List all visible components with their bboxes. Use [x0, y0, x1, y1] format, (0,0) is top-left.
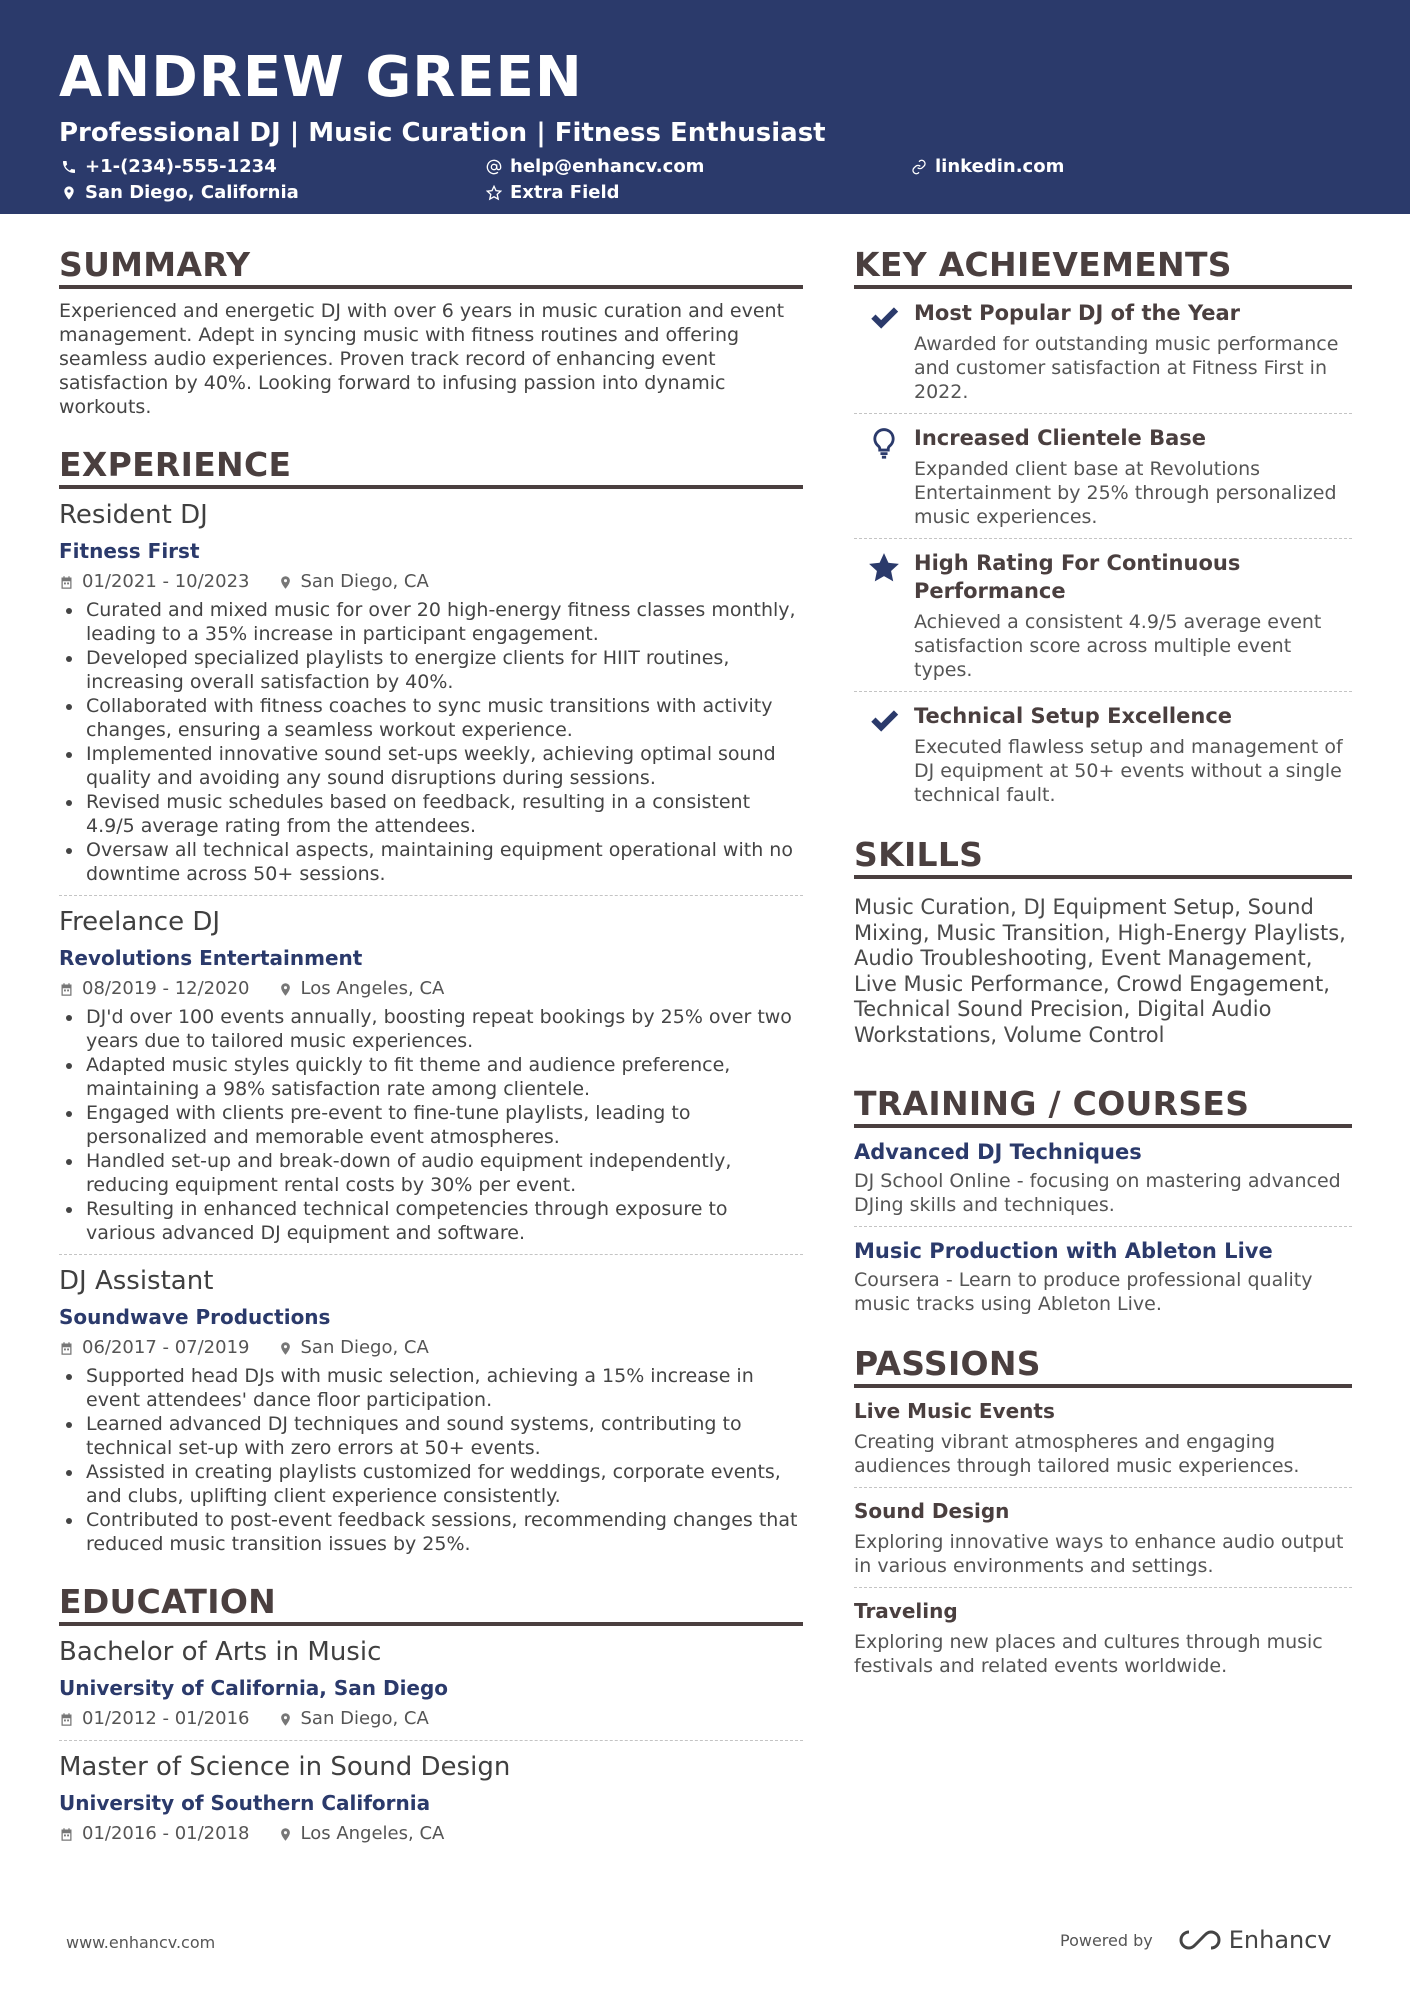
- degree-title: Master of Science in Sound Design: [59, 1752, 511, 1782]
- calendar-icon: [59, 1712, 74, 1727]
- divider: [854, 1487, 1352, 1488]
- bullet-item: Adapted music styles quickly to fit theme and audience preference, maintaining a 98% satisfaction rate among clientele.: [59, 1053, 803, 1101]
- job-location: San Diego, CA: [300, 1337, 429, 1358]
- linkedin-text: linkedin.com: [935, 156, 1065, 177]
- left-column: [59, 245, 803, 1846]
- summary-heading: SUMMARY: [59, 245, 803, 289]
- achievement-title: Technical Setup Excellence: [914, 704, 1233, 728]
- job-bullets: [59, 1005, 803, 1245]
- divider: [59, 1254, 803, 1255]
- location-pin-icon: [278, 982, 293, 997]
- phone-icon: [61, 159, 77, 175]
- location-text: San Diego, California: [85, 182, 299, 203]
- contact-phone[interactable]: [61, 156, 277, 177]
- education-entry: [59, 1751, 803, 1846]
- powered-by-text: Powered by: [1060, 1930, 1153, 1950]
- bullet-item: Resulting in enhanced technical competencies through exposure to various advanced DJ equipment and software.: [59, 1197, 803, 1245]
- skills-heading: SKILLS: [854, 835, 1352, 879]
- achievement-desc: Achieved a consistent 4.9/5 average event satisfaction score across multiple event types.: [914, 611, 1322, 681]
- course-desc: DJ School Online - focusing on mastering advanced DJing skills and techniques.: [854, 1170, 1341, 1216]
- footer-branding: [1060, 1926, 1332, 1954]
- course-title: Music Production with Ableton Live: [854, 1239, 1273, 1263]
- contact-info: [59, 156, 1410, 216]
- divider: [59, 895, 803, 896]
- skills-text: Music Curation, DJ Equipment Setup, Sound Mixing, Music Transition, High-Energy Playlists, Audio Troubleshooting, Event Management, Live Music Performance, Crowd Engagement, Technical Sound Precision, Digital Audio Workstations, Volume Control: [854, 895, 1346, 1047]
- passion-desc: Exploring innovative ways to enhance audio output in various environments and settings.: [854, 1531, 1344, 1577]
- job-dates: 06/2017 - 07/2019: [82, 1337, 250, 1358]
- extra-text: Extra Field: [510, 182, 620, 203]
- divider: [854, 413, 1352, 414]
- candidate-tagline: Professional DJ | Music Curation | Fitness Enthusiast: [59, 118, 826, 148]
- school-name: University of Southern California: [59, 1791, 431, 1815]
- contact-location: [61, 182, 299, 203]
- achievement-title: Increased Clientele Base: [914, 426, 1207, 450]
- achievement-desc: Awarded for outstanding music performance and customer satisfaction at Fitness First in 2022.: [914, 333, 1339, 403]
- training-heading: TRAINING / COURSES: [854, 1084, 1352, 1128]
- divider: [854, 691, 1352, 692]
- achievement-desc: Expanded client base at Revolutions Entertainment by 25% through personalized music experiences.: [914, 458, 1337, 528]
- education-location: Los Angeles, CA: [300, 1823, 445, 1844]
- bullet-item: Oversaw all technical aspects, maintaining equipment operational with no downtime across 50+ sessions.: [59, 838, 803, 886]
- candidate-name: ANDREW GREEN: [59, 45, 583, 110]
- passions-heading: PASSIONS: [854, 1344, 1352, 1388]
- job-dates: 01/2021 - 10/2023: [82, 571, 250, 592]
- education-dates: 01/2012 - 01/2016: [82, 1708, 250, 1729]
- calendar-icon: [59, 1341, 74, 1356]
- location-pin-icon: [278, 1712, 293, 1727]
- location-pin-icon: [278, 1827, 293, 1842]
- experience-entry: [59, 499, 803, 886]
- contact-linkedin[interactable]: [911, 156, 1064, 177]
- achievement-title: High Rating For Continuous Performance: [914, 551, 1241, 603]
- job-meta: [59, 977, 803, 1001]
- star-outline-icon: [486, 185, 502, 201]
- passion-item: [854, 1498, 1352, 1578]
- achievement-item: [854, 299, 1352, 404]
- right-column: [854, 245, 1352, 1678]
- school-name: University of California, San Diego: [59, 1676, 449, 1700]
- bullet-item: Developed specialized playlists to energize clients for HIIT routines, increasing overall satisfaction by 40%.: [59, 646, 803, 694]
- job-location: San Diego, CA: [300, 571, 429, 592]
- job-bullets: [59, 598, 803, 886]
- experience-entry: [59, 906, 803, 1245]
- brand-name: Enhancv: [1228, 1926, 1332, 1954]
- education-location: San Diego, CA: [300, 1708, 429, 1729]
- education-meta: [59, 1707, 803, 1731]
- achievement-item: [854, 702, 1352, 807]
- passion-item: [854, 1598, 1352, 1678]
- achievements-heading: KEY ACHIEVEMENTS: [854, 245, 1352, 289]
- job-location: Los Angeles, CA: [300, 978, 445, 999]
- divider: [854, 538, 1352, 539]
- contact-extra: [486, 182, 620, 203]
- passion-title: Live Music Events: [854, 1399, 1055, 1423]
- course-title: Advanced DJ Techniques: [854, 1140, 1142, 1164]
- job-meta: [59, 570, 803, 594]
- job-dates: 08/2019 - 12/2020: [82, 978, 250, 999]
- bullet-item: Contributed to post-event feedback sessions, recommending changes that reduced music transition issues by 25%.: [59, 1508, 803, 1556]
- divider: [59, 1740, 803, 1741]
- passion-title: Sound Design: [854, 1499, 1010, 1523]
- company-name: Soundwave Productions: [59, 1305, 331, 1329]
- contact-email[interactable]: [486, 156, 704, 177]
- job-title: DJ Assistant: [59, 1266, 214, 1296]
- brand-logo[interactable]: [1177, 1926, 1332, 1954]
- checkmark-icon: [867, 704, 901, 738]
- passion-item: [854, 1398, 1352, 1478]
- education-dates: 01/2016 - 01/2018: [82, 1823, 250, 1844]
- bullet-item: Curated and mixed music for over 20 high-energy fitness classes monthly, leading to a 35% increase in participant engagement.: [59, 598, 803, 646]
- phone-text: +1-(234)-555-1234: [85, 156, 277, 177]
- bullet-item: Learned advanced DJ techniques and sound systems, contributing to technical set-up with zero errors at 50+ events.: [59, 1412, 803, 1460]
- bullet-item: Supported head DJs with music selection, achieving a 15% increase in event attendees' dance floor participation.: [59, 1364, 803, 1412]
- job-meta: [59, 1336, 803, 1360]
- resume-header: [0, 0, 1410, 214]
- footer-website[interactable]: www.enhancv.com: [66, 1933, 216, 1952]
- achievement-item: [854, 424, 1352, 529]
- education-heading: EDUCATION: [59, 1582, 803, 1626]
- divider: [854, 1587, 1352, 1588]
- bullet-item: DJ'd over 100 events annually, boosting repeat bookings by 25% over two years due to tailored music experiences.: [59, 1005, 803, 1053]
- email-text: help@enhancv.com: [510, 156, 705, 177]
- enhancv-logo-icon: [1177, 1928, 1223, 1952]
- company-name: Fitness First: [59, 539, 200, 563]
- achievement-desc: Executed flawless setup and management of DJ equipment at 50+ events without a single technical fault.: [914, 736, 1343, 806]
- job-bullets: [59, 1364, 803, 1556]
- company-name: Revolutions Entertainment: [59, 946, 363, 970]
- location-pin-icon: [61, 185, 77, 201]
- passion-title: Traveling: [854, 1599, 958, 1623]
- bullet-item: Handled set-up and break-down of audio equipment independently, reducing equipment rental costs by 30% per event.: [59, 1149, 803, 1197]
- bullet-item: Collaborated with fitness coaches to sync music transitions with activity changes, ensuring a seamless workout experience.: [59, 694, 803, 742]
- degree-title: Bachelor of Arts in Music: [59, 1637, 382, 1667]
- education-meta: [59, 1822, 803, 1846]
- passion-desc: Exploring new places and cultures through music festivals and related events worldwide.: [854, 1631, 1323, 1677]
- bullet-item: Implemented innovative sound set-ups weekly, achieving optimal sound quality and avoiding any sound disruptions during sessions.: [59, 742, 803, 790]
- calendar-icon: [59, 1827, 74, 1842]
- achievement-item: [854, 549, 1352, 682]
- calendar-icon: [59, 982, 74, 997]
- experience-heading: EXPERIENCE: [59, 445, 803, 489]
- bullet-item: Engaged with clients pre-event to fine-tune playlists, leading to personalized and memorable event atmospheres.: [59, 1101, 803, 1149]
- experience-entry: [59, 1265, 803, 1556]
- at-sign-icon: [486, 159, 502, 175]
- course-item: [854, 1138, 1352, 1217]
- calendar-icon: [59, 575, 74, 590]
- divider: [854, 1226, 1352, 1227]
- job-title: Resident DJ: [59, 500, 208, 530]
- star-icon: [867, 551, 901, 585]
- location-pin-icon: [278, 1341, 293, 1356]
- lightbulb-icon: [867, 426, 901, 460]
- course-item: [854, 1237, 1352, 1316]
- location-pin-icon: [278, 575, 293, 590]
- achievement-title: Most Popular DJ of the Year: [914, 301, 1241, 325]
- bullet-item: Revised music schedules based on feedback, resulting in a consistent 4.9/5 average rating from the attendees.: [59, 790, 803, 838]
- summary-text: Experienced and energetic DJ with over 6 years in music curation and event management. Adept in syncing music with fitness routines and offering seamless audio experiences. Proven track record of enhancing event satisfaction by 40%. Looking forward to infusing passion into dynamic workouts.: [59, 300, 785, 418]
- checkmark-icon: [867, 301, 901, 335]
- bullet-item: Assisted in creating playlists customized for weddings, corporate events, and clubs, uplifting client experience consistently.: [59, 1460, 803, 1508]
- education-entry: [59, 1636, 803, 1731]
- course-desc: Coursera - Learn to produce professional quality music tracks using Ableton Live.: [854, 1269, 1313, 1315]
- job-title: Freelance DJ: [59, 907, 221, 937]
- passion-desc: Creating vibrant atmospheres and engaging audiences through tailored music experiences.: [854, 1431, 1300, 1477]
- link-icon: [911, 159, 927, 175]
